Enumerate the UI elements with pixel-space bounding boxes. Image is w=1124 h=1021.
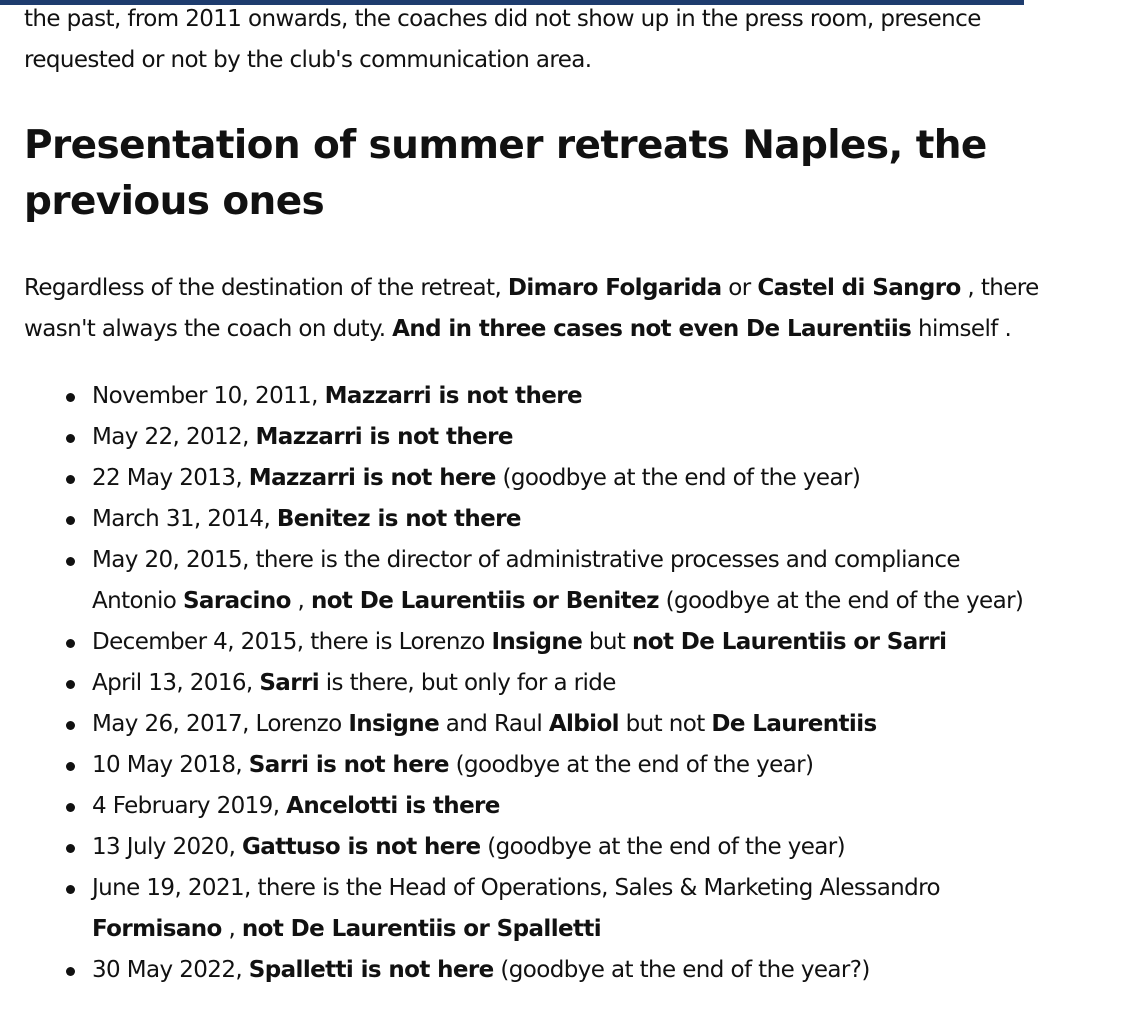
item-text: 10 May 2018,	[92, 752, 249, 778]
list-item	[24, 376, 1023, 417]
item-bold-text: Albiol	[548, 711, 619, 737]
lead-paragraph	[24, 268, 1039, 350]
item-bold-text: Insigne	[491, 629, 583, 655]
lead-bold-text: Castel di Sangro	[757, 275, 961, 301]
item-text: April 13, 2016,	[92, 670, 260, 696]
retreat-history-list	[24, 376, 1023, 991]
lead-text: or	[721, 275, 758, 301]
list-item	[24, 704, 1023, 745]
item-text: (goodbye at the end of the year)	[658, 588, 1024, 614]
bullet-icon	[66, 967, 75, 976]
list-item	[24, 745, 1023, 786]
list-item	[24, 540, 1023, 622]
list-item	[24, 622, 1023, 663]
item-bold-text: Mazzarri is not there	[255, 424, 513, 450]
item-text: March 31, 2014,	[92, 506, 277, 532]
list-item	[24, 458, 1023, 499]
bullet-icon	[66, 885, 75, 894]
item-text: (goodbye at the end of the year)	[495, 465, 861, 491]
bullet-icon	[66, 639, 75, 648]
item-text: 13 July 2020,	[92, 834, 243, 860]
bullet-icon	[66, 434, 75, 443]
item-bold-text: Ancelotti is there	[286, 793, 500, 819]
item-bold-text: De Laurentiis	[711, 711, 877, 737]
bullet-icon	[66, 844, 75, 853]
bullet-icon	[66, 557, 75, 566]
bullet-icon	[66, 680, 75, 689]
list-item	[24, 786, 1023, 827]
item-text: is there, but only for a ride	[318, 670, 616, 696]
item-text: (goodbye at the end of the year?)	[493, 957, 870, 983]
list-item	[24, 499, 1023, 540]
item-bold-text: Saracino	[182, 588, 291, 614]
item-text: Antonio	[92, 588, 183, 614]
bullet-icon	[66, 393, 75, 402]
item-text: ,	[290, 588, 311, 614]
bullet-icon	[66, 475, 75, 484]
item-bold-text: Formisano	[92, 916, 222, 942]
item-text: 30 May 2022,	[92, 957, 249, 983]
intro-line-2: requested or not by the club's communication area.	[24, 47, 592, 73]
heading-line-1: Presentation of summer retreats Naples, the	[24, 123, 987, 168]
item-bold-text: Benitez is not there	[276, 506, 521, 532]
item-bold-text: Sarri is not here	[248, 752, 449, 778]
list-item	[24, 663, 1023, 704]
heading-line-2: previous ones	[24, 179, 325, 224]
item-bold-text: not De Laurentiis or Spalletti	[241, 916, 602, 942]
bullet-icon	[66, 803, 75, 812]
item-bold-text: Gattuso is not here	[242, 834, 481, 860]
item-text: December 4, 2015, there is Lorenzo	[92, 629, 492, 655]
list-item	[24, 868, 1023, 950]
bullet-icon	[66, 721, 75, 730]
lead-text: Regardless of the destination of the retreat,	[24, 275, 508, 301]
bullet-icon	[66, 516, 75, 525]
section-heading	[24, 118, 987, 230]
item-bold-text: not De Laurentiis or Benitez	[310, 588, 659, 614]
lead-text: himself .	[911, 316, 1012, 342]
bullet-icon	[66, 762, 75, 771]
item-text: June 19, 2021, there is the Head of Operations, Sales & Marketing Alessandro	[92, 875, 940, 901]
lead-text: wasn't always the coach on duty.	[24, 316, 393, 342]
item-text: May 20, 2015, there is the director of administrative processes and compliance	[92, 547, 960, 573]
item-text: (goodbye at the end of the year)	[480, 834, 846, 860]
list-item	[24, 417, 1023, 458]
item-bold-text: Mazzarri is not there	[324, 383, 582, 409]
item-text: but not	[618, 711, 712, 737]
item-text: 4 February 2019,	[92, 793, 287, 819]
item-bold-text: Insigne	[348, 711, 440, 737]
list-item	[24, 950, 1023, 991]
item-text: but	[582, 629, 633, 655]
item-bold-text: Spalletti is not here	[248, 957, 494, 983]
intro-paragraph	[24, 0, 981, 81]
item-text: and Raul	[439, 711, 549, 737]
item-bold-text: Sarri	[259, 670, 319, 696]
intro-line-1: the past, from 2011 onwards, the coaches did not show up in the press room, presence	[24, 6, 981, 32]
item-bold-text: Mazzarri is not here	[248, 465, 496, 491]
item-text: November 10, 2011,	[92, 383, 325, 409]
item-text: ,	[221, 916, 242, 942]
item-bold-text: not De Laurentiis or Sarri	[632, 629, 947, 655]
item-text: (goodbye at the end of the year)	[448, 752, 814, 778]
lead-bold-text: Dimaro Folgarida	[507, 275, 722, 301]
lead-bold-text: And in three cases not even De Laurentiis	[392, 316, 912, 342]
item-text: May 26, 2017, Lorenzo	[92, 711, 349, 737]
lead-text: , there	[960, 275, 1039, 301]
item-text: May 22, 2012,	[92, 424, 256, 450]
list-item	[24, 827, 1023, 868]
item-text: 22 May 2013,	[92, 465, 249, 491]
